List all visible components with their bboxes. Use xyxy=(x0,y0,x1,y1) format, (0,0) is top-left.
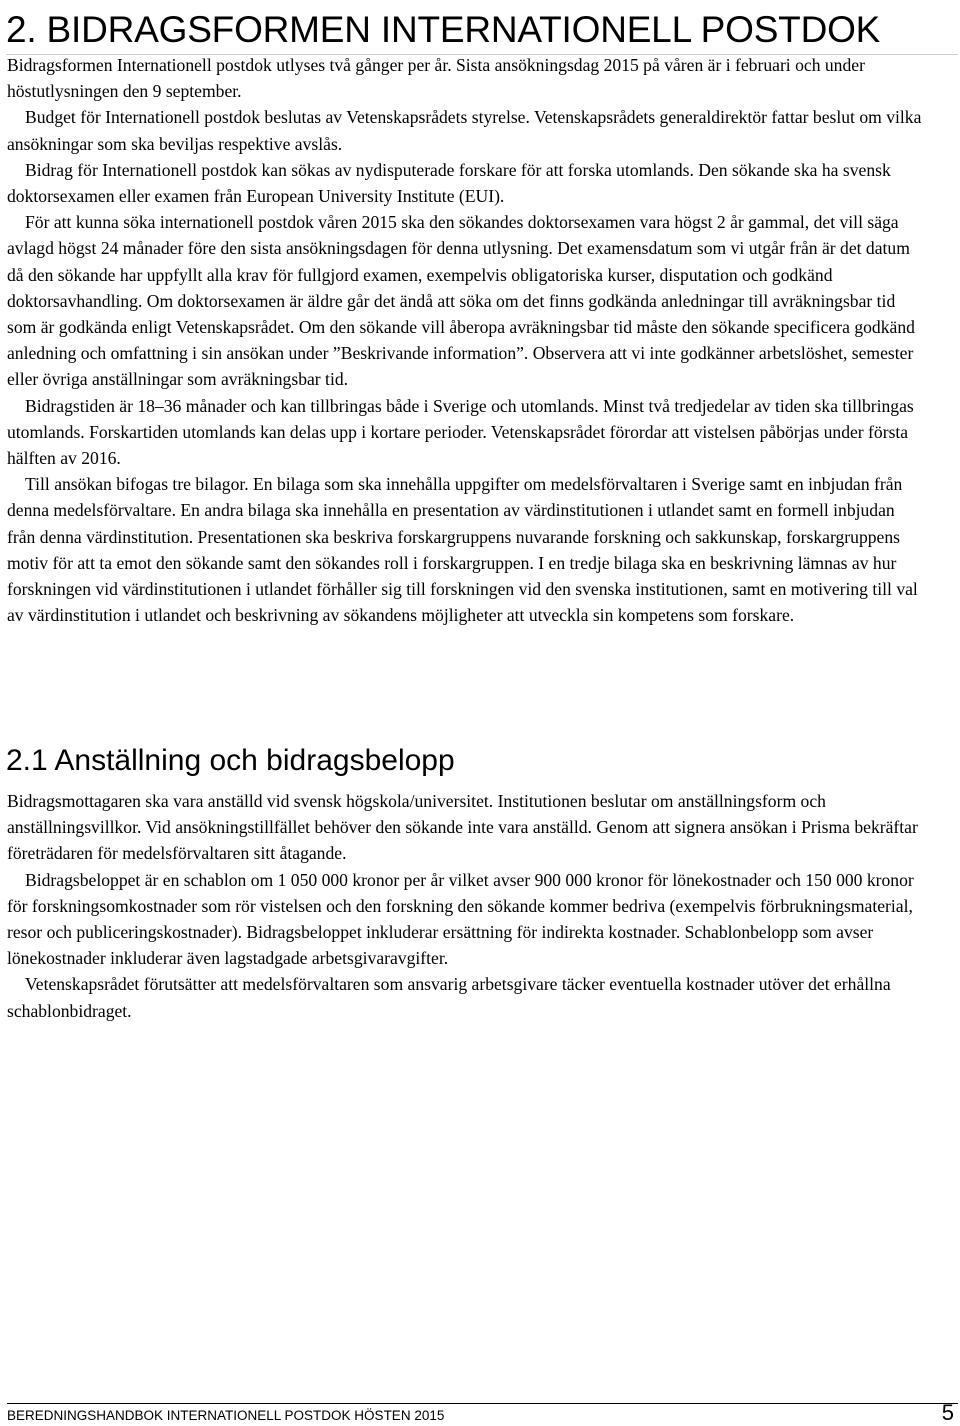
page-number: 5 xyxy=(941,1400,954,1425)
paragraph: Bidrag för Internationell postdok kan sökas av nydisputerade forskare för att forska utomlands. Den sökande ska ha svensk doktorsexamen eller examen från European University Institute (EUI). xyxy=(7,159,891,207)
page-title: 2. BIDRAGSFORMEN INTERNATIONELL POSTDOK xyxy=(6,9,881,50)
footer-divider xyxy=(7,1403,958,1404)
paragraph: Bidragsmottagaren ska vara anställd vid svensk högskola/universitet. Institutionen beslutar om anställningsform och anställningsvillkor. Vid ansökningstillfället behöver den sökande inte vara anställd. Genom att signera ansökan i Prisma bekräftar företrädaren för medelsförvaltaren sitt åtagande. xyxy=(7,791,918,864)
paragraph: Bidragsformen Internationell postdok utlyses två gånger per år. Sista ansökningsdag 2015 på våren är i februari och under höstutlysningen den 9 september. xyxy=(7,55,865,102)
paragraph: Bidragsbeloppet är en schablon om 1 050 000 kronor per år vilket avser 900 000 kronor för lönekostnader och 150 000 kronor för forskningsomkostnader som rör vistelsen och den forskning den sökande kommer bedriva (exempelvis förbrukningsmaterial, resor och publiceringskostnader). Bidragsbeloppet inkluderar ersättning för indirekta kostnader. Schablonbelopp som avser lönekostnader inkluderar även lagstadgade arbetsgivaravgifter. xyxy=(7,869,914,969)
paragraph: För att kunna söka internationell postdok våren 2015 ska den sökandes doktorsexamen vara högst 2 år gammal, det vill säga avlagd högst 24 månader före den sista ansökningsdagen för denna utlysning. Det examensdatum som vi utgår från är det datum då den sökande har uppfyllt alla krav för fullgjord examen, exempelvis obligatoriska kurser, disputation och godkänd doktorsavhandling. Om doktorsexamen är äldre går det ändå att söka om det finns godkända anledningar till avräkningsbar tid som är godkända enligt Vetenskapsrådet. Om den sökande vill åberopa avräkningsbar tid måste den sökande specificera godkänd anledning och omfattning i sin ansökan under ”Beskrivande information”. Observera att vi inte godkänner arbetslöshet, semester eller övriga anställningar som avräkningsbar tid. xyxy=(7,212,915,390)
paragraph: Till ansökan bifogas tre bilagor. En bilaga som ska innehålla uppgifter om medelsförvaltaren i Sverige samt en inbjudan från denna medelsförvaltare. En andra bilaga ska innehålla en presentation av värdinstitutionen i utlandet samt en formell inbjudan från denna värdinstitution. Presentationen ska beskriva forskargruppens nuvarande forskning och sakkunskap, forskargruppens motiv för att ta emot den sökande samt den sökandes roll i forskargruppen. I en tredje bilaga ska en beskrivning lämnas av hur forskningen vid värdinstitutionen i utlandet förhåller sig till forskningen vid den svenska institutionen, samt en motivering till val av värdinstitution i utlandet och beskrivning av sökandens möjligheter att utveckla sin kompetens som forskare. xyxy=(7,474,918,626)
section-heading: 2.1 Anställning och bidragsbelopp xyxy=(6,744,455,777)
paragraph: Budget för Internationell postdok beslutas av Vetenskapsrådets styrelse. Vetenskapsrådets generaldirektör fattar beslut om vilka ansökningar som ska beviljas respektive avslås. xyxy=(7,107,922,154)
section-body xyxy=(7,52,927,628)
paragraph: Vetenskapsrådet förutsätter att medelsförvaltaren som ansvarig arbetsgivare täcker eventuella kostnader utöver det erhållna schablonbidraget. xyxy=(7,974,891,1021)
footer-title: BEREDNINGSHANDBOK INTERNATIONELL POSTDOK HÖSTEN 2015 xyxy=(7,1408,445,1423)
paragraph: Bidragstiden är 18–36 månader och kan tillbringas både i Sverige och utomlands. Minst två tredjedelar av tiden ska tillbringas utomlands. Forskartiden utomlands kan delas upp i kortare perioder. Vetenskapsrådet förordar att vistelsen påbörjas under första hälften av 2016. xyxy=(7,395,914,469)
section-body xyxy=(7,788,927,1024)
